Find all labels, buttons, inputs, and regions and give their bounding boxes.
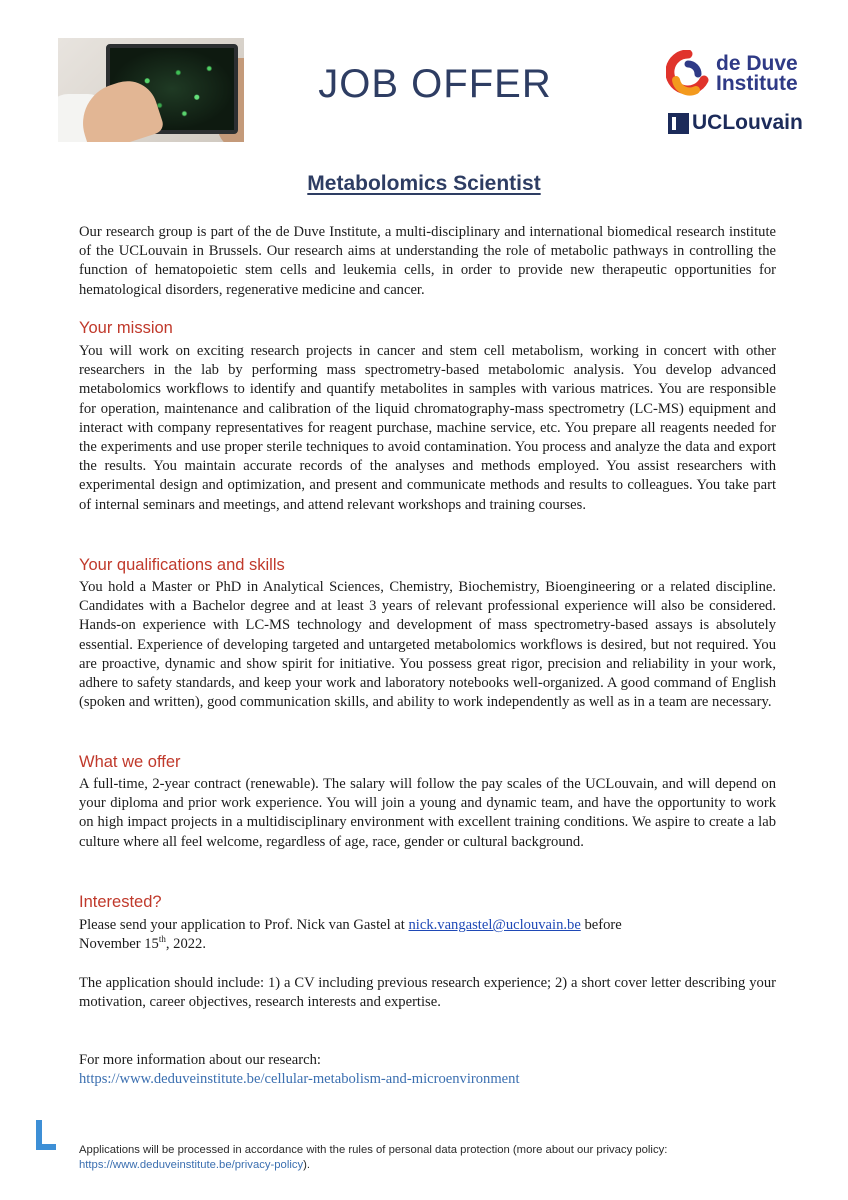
qualifications-heading: Your qualifications and skills [79,556,285,574]
uclouvain-logo-icon [668,113,689,134]
offer-heading: What we offer [79,753,181,771]
page-title: JOB OFFER [318,62,552,106]
qualifications-paragraph: You hold a Master or PhD in Analytical Sciences, Chemistry, Biochemistry, Bioengineering or a related discipline. Candidates with a Bachelor degree and at least 3 years of relevant professional experience will also be considered. Hands-on experience with LC-MS technology and development of mass spectrometry-based assays is absolutely essential. Experience of developing targeted and untargeted metabolomics workflows is desired, but not required. You are proactive, dynamic and show spirit for initiative. You possess great rigor, precision and reliability in your work, adhere to safety standards, and keep your work and laboratory notebooks well-organized. A good command of English (spoken and written), good communication skills, and ability to work independently as well as in a team are necessary. [79,579,776,711]
uclouvain-logo-text: UCLouvain [692,111,803,134]
more-info: For more information about our research: https://www.deduveinstitute.be/cellular-metabolism-and-microenvironment [79,1052,520,1088]
privacy-policy-link[interactable]: https://www.deduveinstitute.be/privacy-policy [79,1159,304,1171]
privacy-footer: Applications will be processed in accordance with the rules of personal data protection (more about our privacy policy: https://www.deduveinstitute.be/privacy-policy). [79,1144,668,1171]
uclouvain-l-icon [36,1120,58,1150]
interested-heading: Interested? [79,893,162,911]
research-url-link[interactable]: https://www.deduveinstitute.be/cellular-metabolism-and-microenvironment [79,1071,520,1088]
contact-email-link[interactable]: nick.vangastel@uclouvain.be [408,917,581,933]
offer-paragraph: A full-time, 2-year contract (renewable). The salary will follow the pay scales of the UCLouvain, and will depend on your diploma and prior work experience. You will join a young and dynamic team, and have the opportunity to work on high impact projects in a multidisciplinary environment with excellent training conditions. We aspire to create a lab culture where all feel welcome, regardless of age, race, gender or cultural background. [79,776,776,850]
de-duve-logo-icon [666,50,710,98]
intro-paragraph: Our research group is part of the de Duve Institute, a multi-disciplinary and international biomedical research institute of the UCLouvain in Brussels. Our research aims at understanding the role of metabolic pathways in controlling the function of hematopoietic stem cells and leukemia cells, in order to provide new therapeutic opportunities for hematological disorders, regenerative medicine and cancer. [79,224,776,298]
mission-paragraph: You will work on exciting research projects in cancer and stem cell metabolism, working in concert with other researchers in the lab by performing mass spectrometry-based metabolomic analysis. You develop advanced metabolomics workflows to identify and quantify metabolites in samples with various matrices. You are responsible for operation, maintenance and calibration of the liquid chromatography-mass spectrometry (LC-MS) equipment and interact with company representatives for reagent purchase, machine service, etc. You prepare all reagents needed for the experiments and use proper sterile techniques to avoid contamination. You process and analyze the data and export the results. You maintain accurate records of the analyses and methods employed. You assist researchers with experimental design and optimization, and present and communicate methods and results to colleagues. You take part of internal seminars and meetings, and attend relevant workshops and training courses. [79,343,776,513]
application-instructions: Please send your application to Prof. Nick van Gastel at nick.vangastel@uclouvain.be before November 15th, 2022. [79,917,622,953]
application-contents: The application should include: 1) a CV including previous research experience; 2) a short cover letter describing your motivation, career objectives, research interests and expertise. [79,975,776,1011]
job-title: Metabolomics Scientist [307,172,541,195]
de-duve-logo-text: de Duve Institute [716,52,798,95]
mission-heading: Your mission [79,319,173,337]
header-photo [58,38,244,142]
